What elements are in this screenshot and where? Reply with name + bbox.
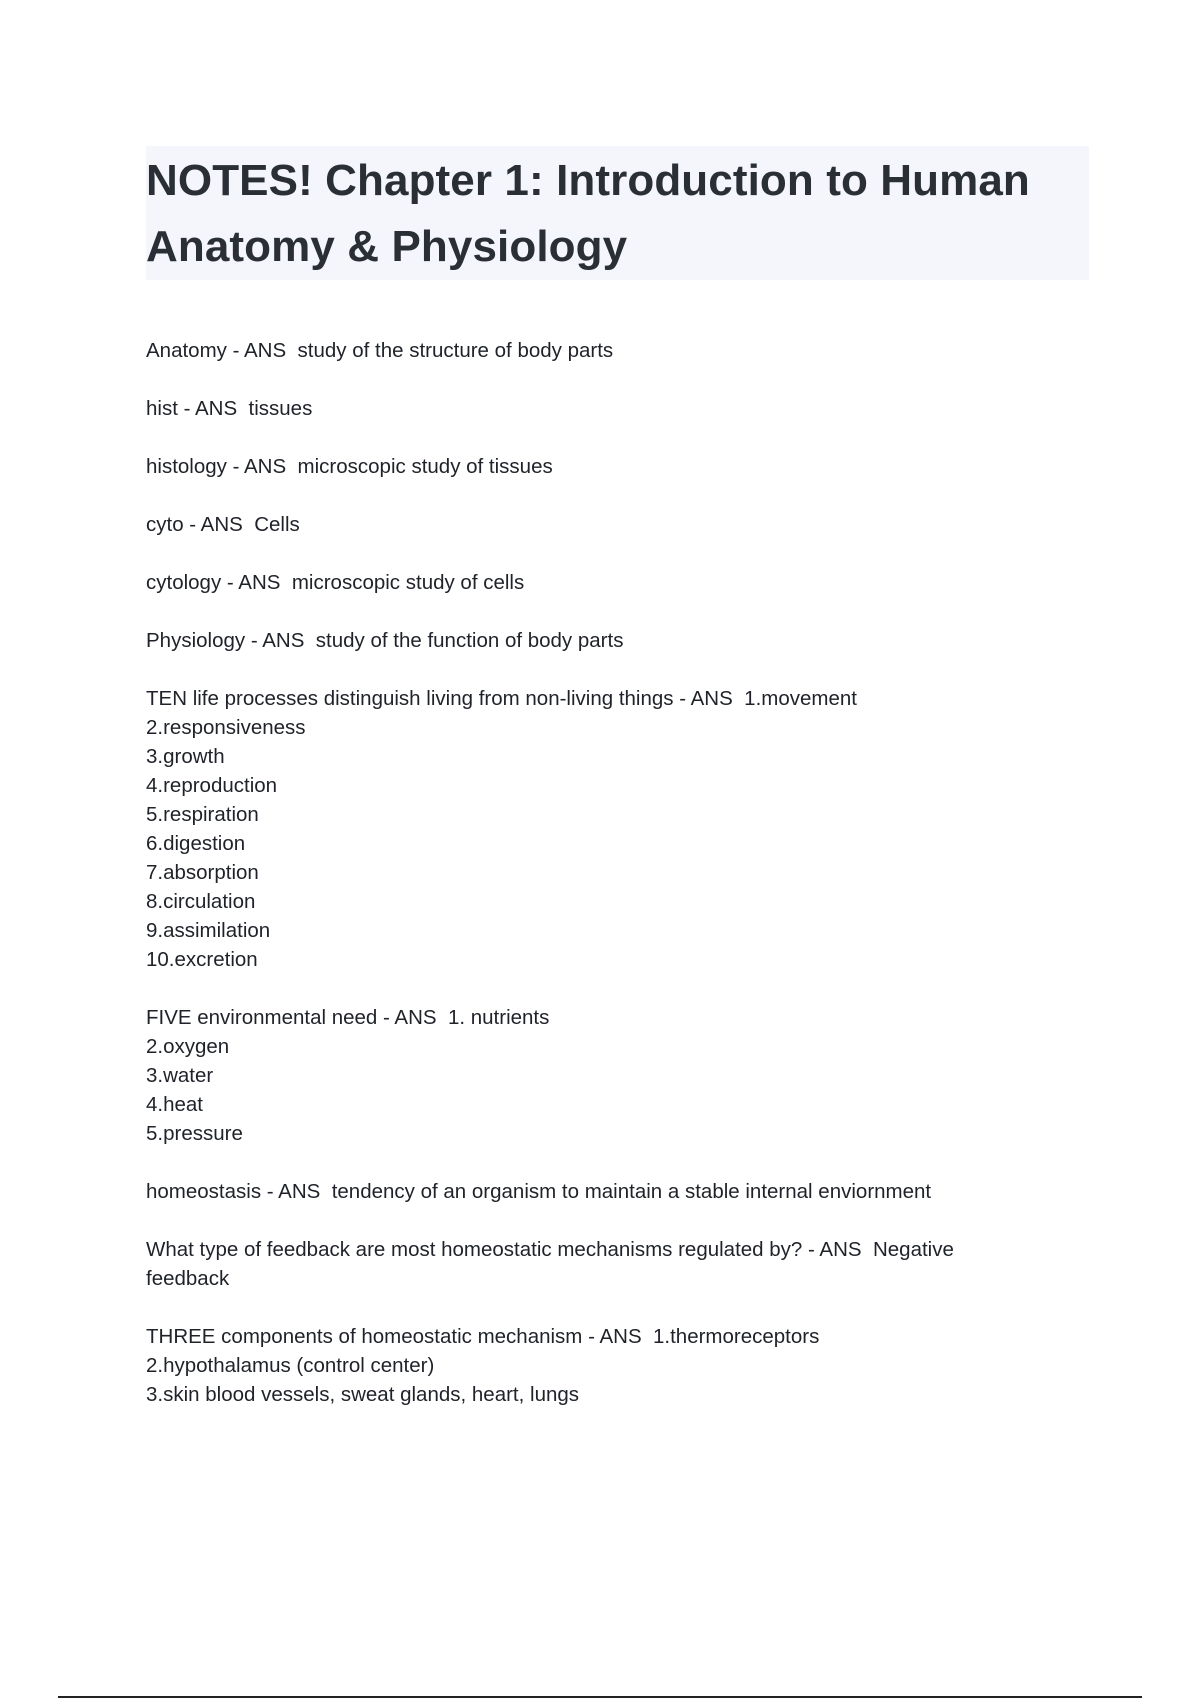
note-line: 5.pressure — [146, 1122, 243, 1145]
note-entry — [146, 568, 1046, 597]
note-entry — [146, 1322, 1046, 1409]
note-line: 2.hypothalamus (control center) — [146, 1354, 435, 1377]
note-line: 4.reproduction — [146, 774, 278, 797]
page-title-line-1: NOTES! Chapter 1: Introduction to Human — [146, 156, 1030, 205]
note-line: Anatomy - ANS study of the structure of body parts — [146, 339, 614, 362]
title-banner — [146, 146, 1089, 280]
note-line: histology - ANS microscopic study of tissues — [146, 455, 553, 478]
note-line: 7.absorption — [146, 861, 259, 884]
note-line: 3.growth — [146, 745, 225, 768]
note-line: 4.heat — [146, 1093, 203, 1116]
note-entry — [146, 1235, 1046, 1293]
note-line: TEN life processes distinguish living from non-living things - ANS 1.movement — [146, 687, 857, 710]
note-entry — [146, 1177, 1046, 1206]
note-entry — [146, 684, 1046, 974]
page-title-line-2: Anatomy & Physiology — [146, 222, 628, 271]
notes-body — [146, 336, 1046, 1438]
note-line: hist - ANS tissues — [146, 397, 313, 420]
note-entry — [146, 626, 1046, 655]
note-line: cyto - ANS Cells — [146, 513, 300, 536]
note-line: THREE components of homeostatic mechanism - ANS 1.thermoreceptors — [146, 1325, 820, 1348]
page-title — [146, 148, 1089, 280]
note-line: feedback — [146, 1267, 230, 1290]
note-entry — [146, 452, 1046, 481]
note-line: 6.digestion — [146, 832, 246, 855]
note-entry — [146, 336, 1046, 365]
note-line: cytology - ANS microscopic study of cells — [146, 571, 525, 594]
note-entry — [146, 510, 1046, 539]
note-entry — [146, 394, 1046, 423]
footer-divider — [58, 1696, 1142, 1698]
note-line: 2.oxygen — [146, 1035, 230, 1058]
note-entry — [146, 1003, 1046, 1148]
note-line: FIVE environmental need - ANS 1. nutrients — [146, 1006, 550, 1029]
note-line: 9.assimilation — [146, 919, 271, 942]
note-line: Physiology - ANS study of the function of body parts — [146, 629, 624, 652]
note-line: 3.skin blood vessels, sweat glands, heart, lungs — [146, 1383, 580, 1406]
note-line: 2.responsiveness — [146, 716, 306, 739]
note-line: 8.circulation — [146, 890, 256, 913]
note-line: 5.respiration — [146, 803, 259, 826]
note-line: What type of feedback are most homeostatic mechanisms regulated by? - ANS Negative — [146, 1238, 954, 1261]
note-line: 10.excretion — [146, 948, 258, 971]
note-line: homeostasis - ANS tendency of an organism to maintain a stable internal enviornment — [146, 1180, 932, 1203]
note-line: 3.water — [146, 1064, 214, 1087]
